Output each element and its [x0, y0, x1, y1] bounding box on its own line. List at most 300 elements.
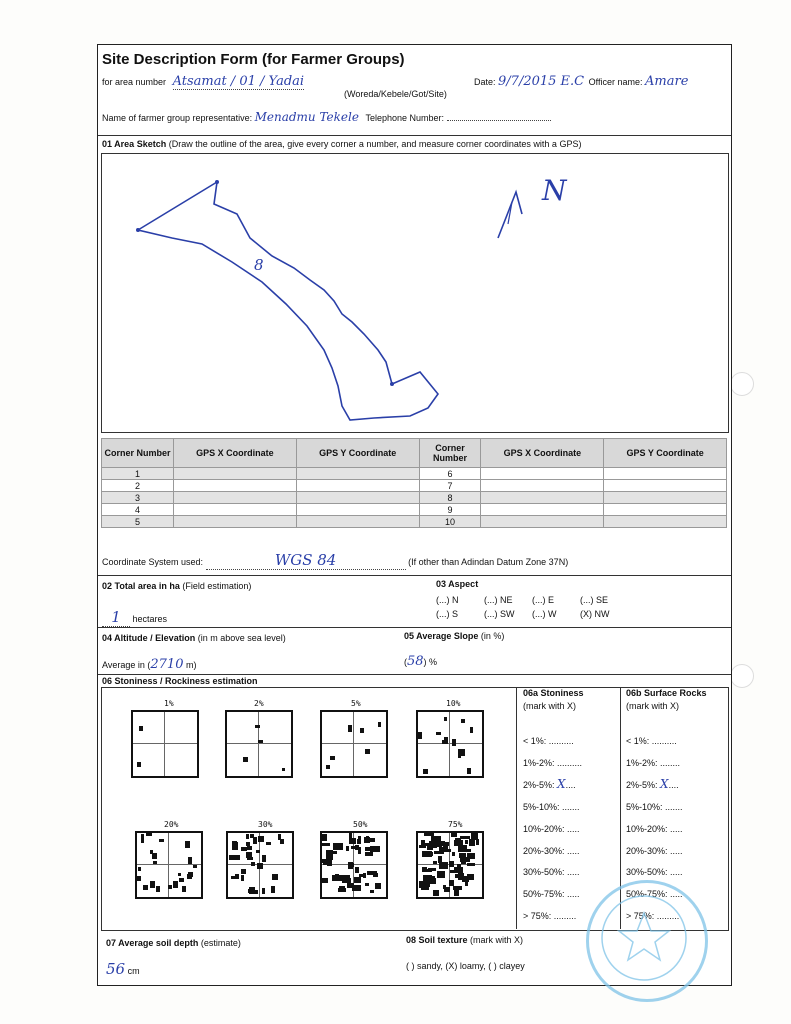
stoniness-col-a-heading: 06a Stoniness: [523, 688, 584, 698]
aspect-option-ne: (...) NE: [484, 595, 513, 605]
range-label: 30%-50%:: [523, 867, 565, 878]
total-area-heading-row: [102, 581, 251, 591]
aspect-options: [436, 593, 636, 621]
stone-mark: [137, 762, 141, 767]
stone-mark: [235, 855, 240, 860]
soil-texture-options: [406, 961, 525, 971]
aspect-option-se: (...) SE: [580, 595, 609, 605]
stone-mark: [235, 874, 239, 879]
stone-mark: [251, 862, 255, 866]
stone-mark: [354, 877, 361, 883]
slope-heading-row: [404, 631, 504, 641]
range-label: 10%-20%:: [626, 823, 668, 834]
gps-row: [102, 504, 727, 516]
phone-value-blank: [447, 120, 551, 121]
range-row: 20%-30%: .....: [626, 845, 683, 856]
stone-mark: [153, 861, 157, 864]
gps-col-x-left: GPS X Coordinate: [174, 439, 297, 468]
stoniness-col-b-hint: (mark with X): [626, 701, 680, 711]
area-number-row: [102, 74, 304, 89]
stone-mark: [241, 869, 246, 874]
pct-label-5: 5%: [351, 699, 361, 708]
stone-mark: [179, 878, 184, 882]
soil-texture-hint: (mark with X): [470, 935, 524, 945]
slope-hint: (in %): [480, 631, 505, 641]
stone-mark: [327, 861, 332, 866]
stoniness-col-a-hint: (mark with X): [523, 701, 577, 711]
range-label: > 75%:: [626, 910, 655, 921]
gps-col-y-right: GPS Y Coordinate: [604, 439, 727, 468]
stone-mark: [458, 754, 461, 758]
stoniness-diagram-20pct: [135, 831, 203, 899]
range-label: 50%-75%:: [626, 888, 668, 899]
gps-cell: [296, 480, 419, 492]
stone-mark: [185, 841, 190, 848]
total-area-heading: 02 Total area in ha: [102, 581, 180, 591]
stone-mark: [450, 870, 456, 873]
stone-mark: [365, 749, 370, 754]
form-title: Site Description Form (for Farmer Groups): [102, 51, 405, 68]
divider: [98, 674, 731, 675]
corner-number-cell: 8: [419, 492, 481, 504]
gps-cell: [174, 516, 297, 528]
sketch-box: [101, 153, 729, 433]
gps-cell: [174, 468, 297, 480]
stone-mark: [367, 871, 377, 875]
gps-cell: [604, 516, 727, 528]
rep-row: [102, 110, 551, 124]
stone-mark: [146, 833, 152, 836]
stone-mark: [470, 727, 473, 733]
stone-mark: [348, 862, 353, 869]
stone-mark: [444, 887, 450, 892]
stone-mark: [330, 756, 335, 760]
punch-hole-bottom: [730, 664, 754, 688]
stone-mark: [423, 769, 428, 774]
stone-mark: [424, 833, 434, 836]
altitude-heading-row: [102, 633, 286, 643]
slope-value: 58: [407, 654, 424, 669]
stone-mark: [367, 838, 375, 842]
rep-value: Menadmu Tekele: [254, 110, 359, 124]
stone-mark: [241, 847, 247, 851]
punch-hole-top: [730, 372, 754, 396]
stone-mark: [257, 863, 263, 869]
phone-label: Telephone Number:: [365, 113, 445, 123]
pct-label-10: 10%: [446, 699, 461, 708]
gps-cell: [481, 480, 604, 492]
stone-mark: [247, 846, 252, 850]
stone-mark: [193, 865, 197, 868]
soil-depth-unit: cm: [127, 966, 140, 976]
gps-cell: [481, 504, 604, 516]
soil-depth-hint: (estimate): [200, 938, 241, 948]
stone-mark: [243, 757, 248, 762]
rocks-mark: X: [660, 777, 669, 792]
gps-col-corner-right: Corner Number: [419, 439, 481, 468]
stone-mark: [255, 890, 258, 894]
stone-mark: [173, 881, 178, 888]
stone-mark: [467, 768, 471, 774]
stone-mark: [246, 852, 252, 858]
stone-mark: [452, 852, 455, 856]
stone-mark: [469, 839, 475, 846]
stone-mark: [429, 852, 433, 856]
range-row: 5%-10%: .......: [523, 802, 580, 813]
altitude-heading: 04 Altitude / Elevation: [102, 633, 196, 643]
gps-table-header: [102, 439, 727, 468]
stone-mark: [188, 857, 192, 864]
stone-mark: [138, 867, 141, 871]
pct-label-50: 50%: [353, 820, 368, 829]
stone-mark: [256, 850, 260, 853]
stone-mark: [253, 837, 257, 844]
stoniness-col-divider: [516, 687, 517, 929]
stone-mark: [266, 842, 271, 845]
soil-depth-value-row: [106, 960, 140, 978]
official-stamp: [586, 880, 708, 1002]
stone-mark: [433, 890, 439, 896]
gps-cell: [481, 468, 604, 480]
range-row: < 1%: ..........: [626, 736, 677, 746]
stone-mark: [246, 834, 249, 839]
range-label: 10%-20%:: [523, 823, 565, 834]
corner-number-cell: 2: [102, 480, 174, 492]
soil-texture-heading: 08 Soil texture: [406, 935, 468, 945]
divider: [98, 135, 731, 136]
range-label: 2%-5%:: [626, 780, 658, 791]
stoniness-diagram-30pct: [226, 831, 294, 899]
stone-mark: [187, 874, 192, 879]
coord-system-note: (If other than Adindan Datum Zone 37N): [408, 557, 569, 567]
pct-label-30: 30%: [258, 820, 273, 829]
sketch-instructions: (Draw the outline of the area, give every corner a number, and measure corner coordinates with a GPS): [168, 139, 582, 149]
stone-mark: [241, 875, 244, 881]
stoniness-heading: 06 Stoniness / Rockiness estimation: [102, 676, 258, 686]
altitude-value: 2710: [150, 657, 184, 672]
corner-number-cell: 7: [419, 480, 481, 492]
stone-mark: [464, 849, 471, 852]
range-label: < 1%:: [523, 736, 547, 746]
range-row: 50%-75%: .....: [523, 888, 580, 899]
coord-system-row: [102, 551, 568, 570]
gps-cell: [174, 492, 297, 504]
stoniness-diagram-10pct: [416, 710, 484, 778]
range-label: 1%-2%:: [626, 757, 658, 768]
total-area-value: 1: [102, 608, 130, 627]
corner-number-cell: 5: [102, 516, 174, 528]
range-row: 2%-5%: X....: [626, 777, 679, 792]
date-row: [474, 74, 688, 89]
stone-mark: [143, 885, 148, 890]
stone-mark: [182, 886, 186, 892]
range-label: 5%-10%:: [523, 802, 560, 813]
stoniness-col-b-heading: 06b Surface Rocks: [626, 688, 707, 698]
aspect-option-w: (...) W: [532, 609, 557, 619]
sketch-heading-row: [102, 139, 581, 149]
stone-mark: [471, 833, 478, 840]
stone-mark: [150, 881, 155, 888]
range-label: 30%-50%:: [626, 867, 668, 878]
aspect-option-nw: (X) NW: [580, 609, 610, 619]
gps-cell: [604, 468, 727, 480]
slope-unit: %: [429, 657, 438, 667]
sketch-heading: 01 Area Sketch: [102, 139, 167, 149]
stone-mark: [329, 851, 337, 854]
stone-mark: [258, 836, 264, 842]
stone-mark: [439, 862, 448, 869]
altitude-unit: m: [185, 660, 194, 670]
stone-mark: [248, 889, 251, 893]
stone-mark: [454, 889, 459, 896]
stone-mark: [443, 843, 448, 850]
area-number-label: for area number: [102, 77, 167, 87]
stone-mark: [351, 846, 357, 849]
gps-row: [102, 480, 727, 492]
stamp-emblem-icon: [589, 883, 699, 993]
gps-col-y-left: GPS Y Coordinate: [296, 439, 419, 468]
officer-value: Amare: [645, 74, 689, 89]
range-row: < 1%: ..........: [523, 736, 574, 746]
aspect-option-e: (...) E: [532, 595, 554, 605]
soil-depth-value: 56: [106, 960, 126, 978]
range-row: 20%-30%: .....: [523, 845, 580, 856]
range-row: > 75%: .........: [523, 910, 577, 921]
corner-number-cell: 9: [419, 504, 481, 516]
stone-mark: [322, 878, 328, 883]
stone-mark: [232, 841, 237, 845]
stone-mark: [156, 886, 160, 892]
north-arrow-label: N: [542, 174, 567, 207]
stone-mark: [438, 856, 442, 863]
stone-mark: [232, 845, 238, 850]
range-label: 20%-30%:: [626, 845, 668, 856]
gps-cell: [604, 504, 727, 516]
pct-label-2: 2%: [254, 699, 264, 708]
stoniness-diagram-5pct: [320, 710, 388, 778]
stone-mark: [322, 834, 327, 841]
rep-label: Name of farmer group representative:: [102, 113, 253, 123]
stone-mark: [168, 885, 172, 889]
stone-mark: [355, 867, 359, 873]
aspect-option-sw: (...) SW: [484, 609, 515, 619]
soil-depth-heading: 07 Average soil depth: [106, 938, 199, 948]
stone-mark: [455, 874, 459, 878]
gps-cell: [174, 504, 297, 516]
corner-number-cell: 6: [419, 468, 481, 480]
stone-mark: [378, 722, 381, 727]
stoniness-diagram-2pct: [225, 710, 293, 778]
range-row: 10%-20%: .....: [523, 823, 580, 834]
stone-mark: [452, 739, 456, 746]
total-area-value-row: [102, 608, 167, 627]
soil-texture-heading-row: [406, 935, 523, 945]
stoniness-diagram-1pct: [131, 710, 199, 778]
stone-mark: [322, 843, 330, 846]
range-row: 30%-50%: .....: [523, 867, 580, 878]
gps-cell: [296, 468, 419, 480]
gps-row: [102, 468, 727, 480]
stone-mark: [349, 833, 352, 838]
gps-col-x-right: GPS X Coordinate: [481, 439, 604, 468]
stoniness-mark: X: [557, 777, 566, 792]
stoniness-ranges-a: [523, 731, 582, 927]
altitude-value-row: Average in (2710 m): [102, 657, 197, 672]
stone-mark: [360, 728, 364, 733]
range-row: 5%-10%: .......: [626, 802, 683, 813]
gps-cell: [481, 516, 604, 528]
range-label: 2%-5%:: [523, 780, 555, 791]
range-label: > 75%:: [523, 910, 552, 921]
total-area-hint: (Field estimation): [182, 581, 252, 591]
stone-mark: [467, 853, 475, 859]
aspect-option-s: (...) S: [436, 609, 458, 619]
form-page: [97, 44, 732, 986]
range-label: 1%-2%:: [523, 757, 555, 768]
stone-mark: [335, 874, 339, 881]
stone-mark: [418, 732, 422, 739]
corner-number-cell: 4: [102, 504, 174, 516]
total-area-unit: hectares: [132, 614, 168, 624]
soil-depth-heading-row: [106, 938, 241, 948]
gps-col-corner-left: Corner Number: [102, 439, 174, 468]
coord-system-label: Coordinate System used:: [102, 557, 204, 567]
stone-mark: [375, 883, 381, 889]
stone-mark: [246, 842, 250, 846]
corner-number-cell: 3: [102, 492, 174, 504]
stone-mark: [444, 717, 447, 721]
coord-system-value: WGS 84: [206, 551, 406, 570]
stone-mark: [465, 840, 468, 844]
range-row: 30%-50%: .....: [626, 867, 683, 878]
area-number-value: Atsamat / 01 / Yadai: [172, 74, 305, 89]
stone-mark: [349, 838, 356, 844]
area-corner-number: 8: [254, 256, 264, 274]
stone-mark: [444, 737, 448, 744]
stone-mark: [370, 890, 374, 893]
stone-mark: [428, 868, 436, 871]
gps-row: [102, 516, 727, 528]
stone-mark: [431, 841, 437, 846]
stone-mark: [349, 725, 352, 732]
gps-cell: [296, 504, 419, 516]
aspect-option-n: (...) N: [436, 595, 459, 605]
pct-label-1: 1%: [164, 699, 174, 708]
area-number-hint: (Woreda/Kebele/Got/Site): [344, 89, 447, 99]
stone-mark: [358, 847, 361, 854]
stone-mark: [282, 768, 285, 771]
slope-heading: 05 Average Slope: [404, 631, 479, 641]
stone-mark: [449, 861, 454, 867]
stone-mark: [339, 886, 345, 890]
stone-mark: [365, 883, 369, 886]
officer-label: Officer name:: [588, 77, 643, 87]
pct-label-75: 75%: [448, 820, 463, 829]
stone-mark: [152, 853, 157, 859]
stone-mark: [436, 732, 441, 735]
stone-mark: [363, 873, 366, 878]
range-label: < 1%:: [626, 736, 650, 746]
stone-mark: [272, 874, 278, 880]
altitude-hint: (in m above sea level): [197, 633, 286, 643]
altitude-avg-label: Average in: [102, 660, 145, 670]
stone-mark: [462, 877, 469, 882]
stone-mark: [141, 836, 144, 843]
stone-mark: [139, 726, 143, 731]
date-label: Date:: [474, 77, 496, 87]
stone-mark: [178, 873, 181, 876]
stone-mark: [365, 852, 373, 856]
stone-mark: [346, 846, 349, 851]
stone-mark: [342, 878, 351, 883]
gps-cell: [296, 516, 419, 528]
stone-mark: [419, 845, 426, 848]
stone-mark: [357, 839, 361, 844]
area-outline-sketch: [102, 154, 728, 432]
corner-number-cell: 10: [419, 516, 481, 528]
range-row: > 75%: .........: [626, 910, 680, 921]
soil-option-clayey: ( ) clayey: [488, 961, 525, 971]
stoniness-diagram-75pct: [416, 831, 484, 899]
stone-mark: [457, 864, 461, 869]
range-row: 50%-75%: .....: [626, 888, 683, 899]
soil-option-loamy: (X) loamy,: [445, 961, 486, 971]
stone-mark: [262, 888, 265, 894]
stone-mark: [258, 740, 263, 743]
gps-cell: [604, 492, 727, 504]
stone-mark: [255, 725, 260, 728]
gps-cell: [174, 480, 297, 492]
stone-mark: [433, 861, 437, 864]
range-row: 10%-20%: .....: [626, 823, 683, 834]
stone-mark: [159, 839, 164, 842]
stoniness-diagram-50pct: [320, 831, 388, 899]
gps-coordinate-table: [101, 438, 727, 528]
stone-mark: [467, 863, 475, 866]
range-label: 20%-30%:: [523, 845, 565, 856]
stone-mark: [333, 843, 343, 850]
gps-cell: [604, 480, 727, 492]
corner-number-cell: 1: [102, 468, 174, 480]
stone-mark: [326, 765, 330, 769]
stone-mark: [271, 886, 275, 893]
stone-mark: [454, 840, 463, 846]
range-label: 5%-10%:: [626, 802, 663, 813]
range-row: 1%-2%: ........: [626, 757, 681, 768]
stone-mark: [437, 871, 445, 878]
gps-cell: [296, 492, 419, 504]
aspect-heading: 03 Aspect: [436, 579, 479, 589]
range-label: 50%-75%:: [523, 888, 565, 899]
range-row: 2%-5%: X....: [523, 777, 576, 792]
stone-mark: [347, 883, 354, 888]
stone-mark: [451, 833, 457, 837]
stone-mark: [137, 876, 141, 881]
stone-mark: [278, 834, 281, 840]
divider: [98, 627, 731, 628]
date-value: 9/7/2015 E.C: [498, 74, 585, 89]
stone-mark: [461, 861, 466, 864]
pct-label-20: 20%: [164, 820, 179, 829]
range-row: 1%-2%: ..........: [523, 757, 583, 768]
gps-row: [102, 492, 727, 504]
slope-value-row: (58) %: [404, 654, 438, 669]
gps-cell: [481, 492, 604, 504]
stone-mark: [423, 883, 430, 887]
stone-mark: [461, 719, 465, 723]
soil-option-sandy: ( ) sandy,: [406, 961, 443, 971]
stone-mark: [262, 855, 266, 862]
